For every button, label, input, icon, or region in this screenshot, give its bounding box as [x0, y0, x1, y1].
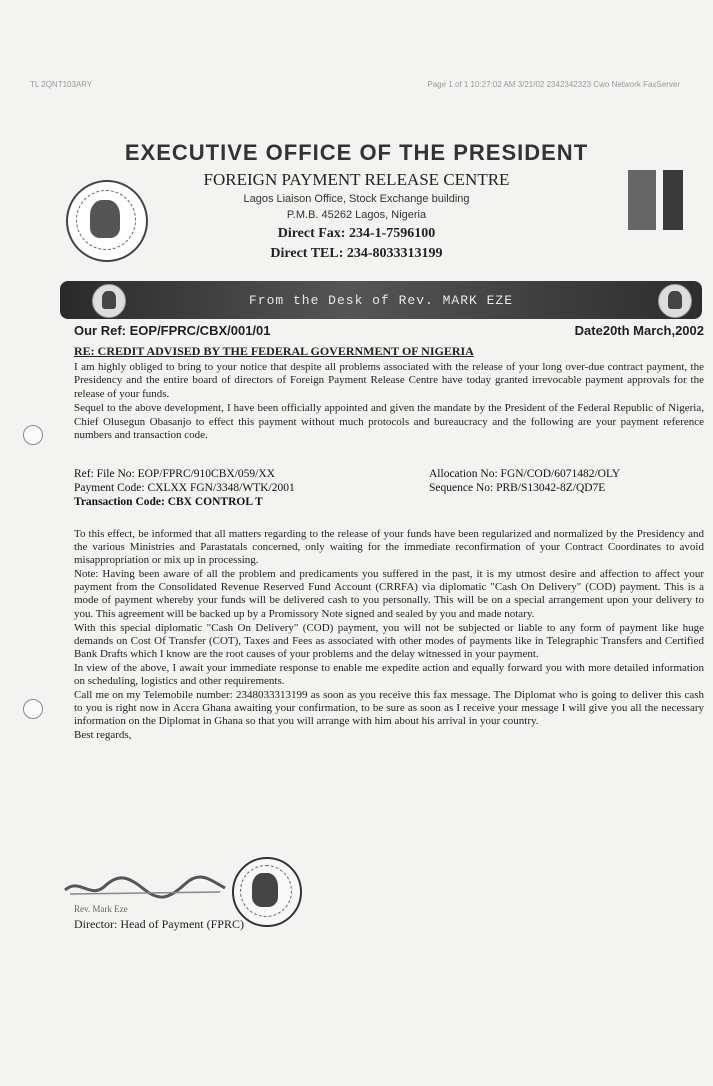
letter-date: Date20th March,2002 — [574, 323, 704, 338]
paragraph: I am highly obliged to bring to your notice that despite all problems associated with the release of your long over-due contract payment, the Presidency and the entire board of directors of Foreign Payment Release Centre have today granted irrevocable payment approvals for the release of your funds. — [74, 361, 704, 400]
banner-text: From the Desk of Rev. MARK EZE — [248, 292, 514, 308]
desk-banner — [60, 281, 702, 319]
letterhead-address-line2: P.M.B. 45262 Lagos, Nigeria — [286, 209, 427, 221]
fax-header-left: TL 2QNT103ARY — [30, 80, 93, 89]
reference-row — [74, 323, 704, 338]
allocation-no: Allocation No: FGN/COD/6071482/OLY — [429, 468, 621, 480]
fax-transmission-header — [30, 80, 680, 89]
paragraph: Sequel to the above development, I have been officially appointed and given the mandate by the President of the Federal Republic of Nigeria, Chief Olusegun Obasanjo to effect this payment without much protocols and bureaucracy and the following are your payment reference numbers and transaction code. — [74, 402, 704, 442]
payment-code: Payment Code: CXLXX FGN/3348/WTK/2001 — [74, 482, 295, 494]
banner-seal-right-icon — [658, 284, 692, 318]
letterhead-fax: Direct Fax: 234-1-7596100 — [277, 226, 436, 241]
paragraph: To this effect, be informed that all matters regarding to the release of your funds have been regularized and normalized by the Presidency and the various Ministries and Parastatals concerned, only waiting for the immediate reconfirmation of your Contract Coordinates to avoid misappropriation or mix up in processing. — [74, 528, 704, 567]
payment-reference-fields — [74, 467, 704, 509]
signatory-name: Rev. Mark Eze — [74, 904, 128, 914]
punch-hole-icon — [23, 699, 43, 719]
letterhead-tel: Direct TEL: 234-8033313199 — [270, 246, 443, 261]
closing: Best regards, — [74, 729, 132, 742]
signatory-title: Director: Head of Payment (FPRC) — [74, 917, 244, 931]
letterhead-title: EXECUTIVE OFFICE OF THE PRESIDENT — [124, 140, 589, 165]
paragraph: Note: Having been aware of all the problem and predicaments you suffered in the past, it is my utmost desire and affection to affect your payment from the Consolidated Revenue Reserved Fund Account (CRRFA) via diplomatic "Cash On Delivery" (COD) payment. This is a mode of payment whereby your funds will be delivered cash to you personally. This will be on a special arrangement upon your delivery to you. This agreement will be backed up by a Promissory Note signed and sealed by you and made notary. — [74, 568, 704, 620]
ref-file-no: Ref: File No: EOP/FPRC/910CBX/059/XX — [74, 468, 275, 480]
punch-hole-icon — [23, 425, 43, 445]
paragraph: Call me on my Telemobile number: 2348033313199 as soon as you receive this fax message. The Diplomat who is going to deliver this cash to you is right now in Accra Ghana awaiting your confirmation, to be sure as soon as I receive your message I will give you all the necessary information on the Diplomat in Ghana so that you will arrange with him about his arrival in your country. — [74, 689, 704, 728]
transaction-code: Transaction Code: CBX CONTROL T — [74, 496, 263, 508]
fax-header-middle: Page 1 of 1 10:27:02 AM 3/21/02 2342342323 Cwo Network FaxServer — [427, 80, 680, 89]
banner-seal-left-icon — [92, 284, 126, 318]
letter-body-top — [74, 361, 704, 443]
our-ref: Our Ref: EOP/FPRC/CBX/001/01 — [74, 323, 271, 338]
sequence-no: Sequence No: PRB/S13042-8Z/QD7E — [429, 482, 606, 494]
subject-line: RE: CREDIT ADVISED BY THE FEDERAL GOVERNMENT OF NIGERIA — [74, 344, 474, 358]
letter-body-bottom — [74, 528, 704, 744]
paragraph: With this special diplomatic "Cash On Delivery" (COD) payment, you will not be subjected or liable to any form of payment like huge demands on Cost Of Transfer (COT), Taxes and Fees as associated with other modes of payments like in Telegraphic Transfers and Certified Bank Drafts which I know are the root causes of your problems and the delay witnessed in your payment. — [74, 621, 704, 660]
letterhead-address-line1: Lagos Liaison Office, Stock Exchange building — [243, 193, 470, 205]
letterhead-subtitle: FOREIGN PAYMENT RELEASE CENTRE — [203, 170, 510, 189]
paragraph: In view of the above, I await your immediate response to enable me expedite action and equally forward you with more detailed information on scheduling, logistics and other requirements. — [74, 661, 704, 688]
signature-scribble-icon — [60, 872, 230, 902]
